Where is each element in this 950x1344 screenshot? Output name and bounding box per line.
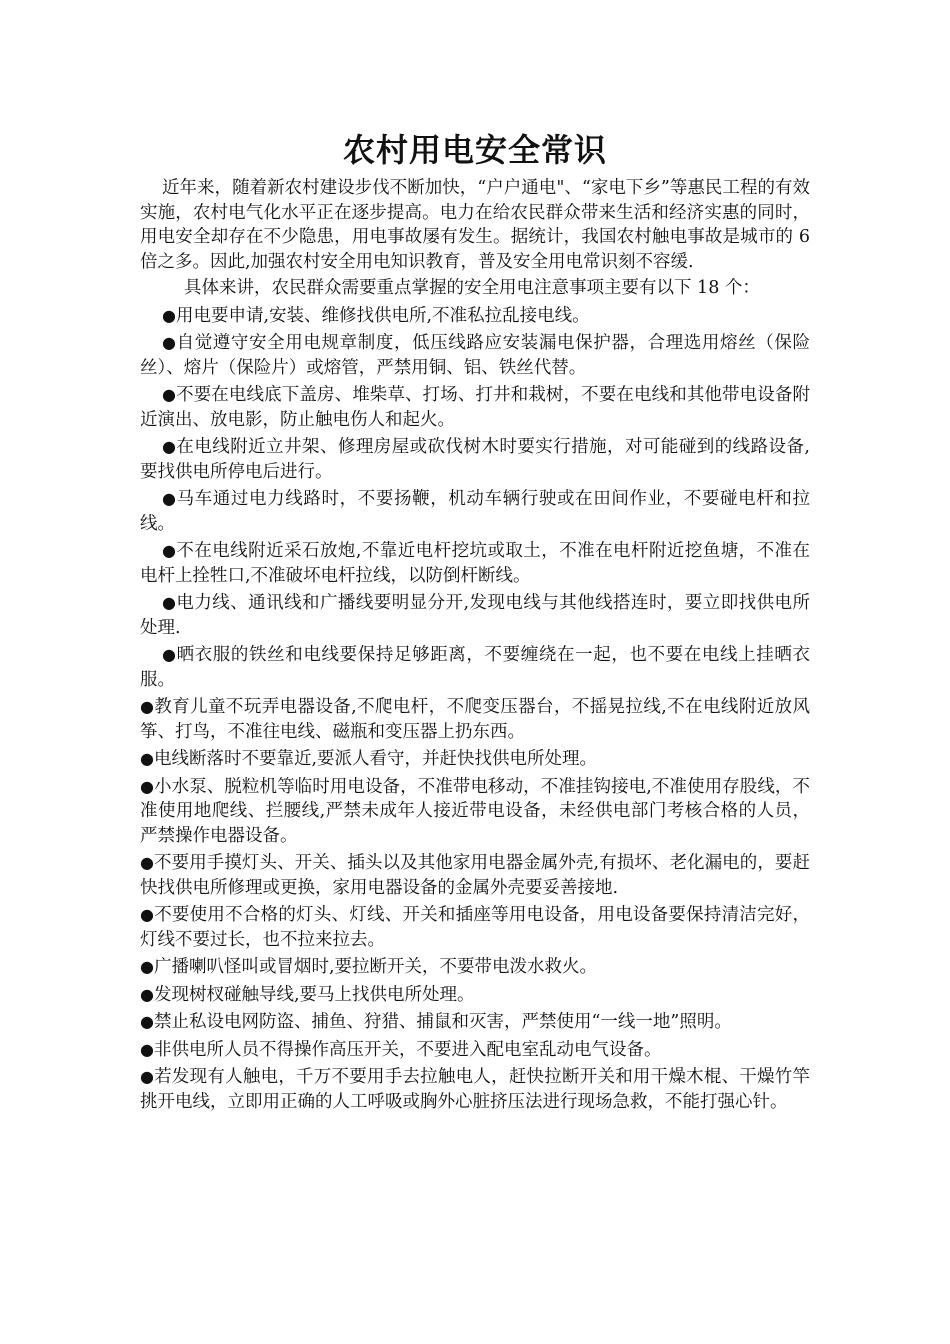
bullet-icon: ● [140,957,154,976]
list-item-text: 电线断落时不要靠近,要派人看守，并赶快找供电所处理。 [153,749,598,769]
bullet-icon: ● [140,776,155,796]
bullet-icon: ● [162,305,176,325]
list-item-text: 广播喇叭怪叫或冒烟时,要拉断开关，不要带电泼水救火。 [153,957,598,977]
bullet-icon: ● [140,905,155,924]
bullet-icon: ● [162,645,177,664]
bullet-icon: ● [140,1012,154,1031]
bullet-icon: ● [162,333,177,352]
list-item-text: 不要使用不合格的灯头、灯线、开关和插座等用电设备，用电设备要保持清洁完好，灯线不要过长，也不拉来拉去。 [140,905,811,950]
list-item-text: 晒衣服的铁丝和电线要保持足够距离，不要缠绕在一起，也不要在电线上挂晒衣服。 [140,645,810,690]
list-item [140,747,810,772]
list-item [140,775,810,849]
list-item-text: 非供电所人员不得操作高压开关，不要进入配电室乱动电气设备。 [153,1039,662,1060]
list-item-text: 发现树杈碰触导线,要马上找供电所处理。 [153,984,475,1005]
list-item [140,1038,810,1063]
bullet-icon: ● [140,853,155,872]
list-item-text: 教育儿童不玩弄电器设备,不爬电杆，不爬变压器台，不摇晃拉线,不在电线附近放风筝、打鸟，不准往电线、磁瓶和变压器上扔东西。 [140,697,810,742]
list-item [140,383,810,432]
bullet-icon: ● [162,489,177,508]
bullet-icon: ● [140,1067,155,1086]
document-title: 农村用电安全常识 [342,131,607,169]
document-page [140,128,810,1114]
list-item [140,851,810,900]
list-item [140,1065,810,1114]
list-item [140,539,810,588]
list-item-text: 自觉遵守安全用电规章制度，低压线路应安装漏电保护器，合理选用熔丝（保险丝）、熔片（保险片）或熔管，严禁用铜、铝、铁丝代替。 [140,333,810,378]
bullet-icon: ● [162,437,177,456]
list-item-text: 在电线附近立井架、修理房屋或砍伐树木时要实行措施，对可能碰到的线路设备,要找供电所停电后进行。 [140,437,810,482]
list-item-text: 电力线、通讯线和广播线要明显分开,发现电线与其他线搭连时，要立即找供电所处理. [140,593,810,638]
intro-paragraph-1: 近年来，随着新农村建设步伐不断加快，“户户通电"、“家电下乡”等惠民工程的有效实施，农村电气化水平正在逐步提高。电力在给农民群众带来生活和经济实惠的同时，用电安全却存在不少隐患，用电事故屡有发生。据统计，我国农村触电事故是城市的 6 倍之多。因此,加强农村安全用电知识教育，普及安全用电常识刻不容缓. [140,178,810,272]
intro-paragraph-2: 具体来讲，农民群众需要重点掌握的安全用电注意事项主要有以下 18 个： [184,278,760,298]
list-item-text: 不在电线附近采石放炮,不靠近电杆挖坑或取土，不准在电杆附近挖鱼塘，不准在电杆上拴牲口,不准破坏电杆拉线，以防倒杆断线。 [140,541,810,586]
list-item [140,955,810,980]
list-item [140,1010,810,1035]
list-item-text: 不要在电线底下盖房、堆柴草、打场、打井和栽树，不要在电线和其他带电设备附近演出、放电影，防止触电伤人和起火。 [140,385,810,430]
list-item-text: 马车通过电力线路时，不要扬鞭，机动车辆行驶或在田间作业，不要碰电杆和拉线。 [140,489,810,534]
bullet-icon: ● [162,541,177,560]
bullet-icon: ● [162,593,177,612]
list-item [140,331,810,380]
list-item-text: 小水泵、脱粒机等临时用电设备，不准带电移动，不准挂钩接电,不准使用存股线，不准使用地爬线、拦腰线,严禁未成年人接近带电设备，未经供电部门考核合格的人员，严禁操作电器设备。 [140,776,810,846]
list-item [140,983,810,1008]
list-item [140,591,810,640]
bullet-icon: ● [140,749,154,768]
list-item [140,487,810,536]
list-item-text: 禁止私设电网防盗、捕鱼、狩猎、捕鼠和灭害，严禁使用“一线一地”照明。 [153,1012,732,1032]
bullet-icon: ● [140,697,155,716]
bullet-icon: ● [140,1039,154,1059]
list-item [140,304,810,329]
list-item [140,695,810,744]
list-item-text: 用电要申请,安装、维修找供电所,不准私拉乱接电线。 [175,305,590,326]
bullet-icon: ● [162,385,177,404]
list-item-text: 若发现有人触电，千万不要用手去拉触电人，赶快拉断开关和用干燥木棍、干燥竹竿挑开电线，立即用正确的人工呼吸或胸外心脏挤压法进行现场急救，不能打强心针。 [140,1067,811,1112]
list-item-text: 不要用手摸灯头、开关、插头以及其他家用电器金属外壳,有损坏、老化漏电的，要赶快找供电所修理或更换，家用电器设备的金属外壳要妥善接地. [140,853,810,898]
list-item [140,643,810,692]
list-item [140,903,810,952]
bullet-icon: ● [140,984,154,1004]
list-item [140,435,810,484]
